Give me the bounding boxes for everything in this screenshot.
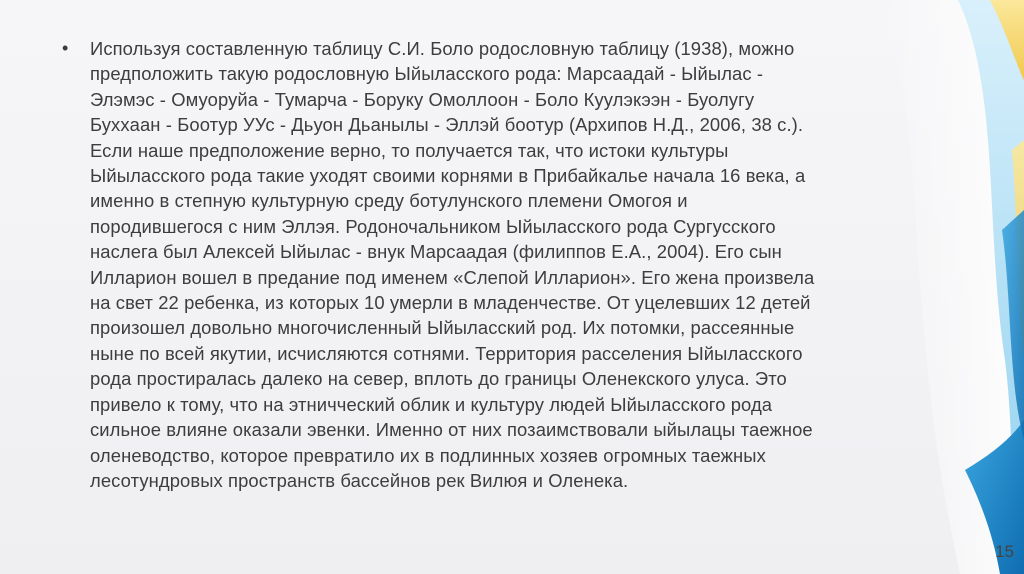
paragraph-line: породившегося с ним Эллэя. Родоночальником Ыйыласского рода Сургусского	[90, 215, 776, 237]
bullet-marker: •	[62, 38, 69, 58]
paragraph-line: предположить такую родословную Ыйыласского рода: Марсаадай - Ыйылас -	[90, 63, 764, 85]
paragraph-line: Элэмэс - Омуоруйа - Тумарча - Боруку Омоллоон - Боло Куулэкээн - Буолугу	[90, 88, 755, 110]
paragraph-line: сильное влияне оказали эвенки. Именно от них позаимствовали ыйылацы таежное	[90, 419, 813, 441]
paragraph-line: Используя составленную таблицу С.И. Боло родословную таблицу (1938), можно	[90, 38, 795, 59]
paragraph-line: рода простиралась далеко на север, вплоть до границы Оленекского улуса. Это	[90, 368, 787, 390]
bullet-item	[62, 36, 942, 493]
paragraph-line: Ыйыласского рода такие уходят своими корнями в Прибайкалье начала 16 века, а	[90, 165, 806, 187]
paragraph-line: ныне по всей якутии, исчисляются сотнями. Территория расселения Ыйыласского	[90, 342, 803, 364]
paragraph-line: именно в степную культурную среду ботулунского племени Омогоя и	[90, 190, 688, 212]
paragraph-line: произошел довольно многочисленный Ыйыласский род. Их потомки, рассеянные	[90, 317, 795, 339]
paragraph-line: Бухxаан - Боотур УУс - Дьуон Дьанылы - Эллэй боотур (Архипов Н.Д., 2006, 38 с.).	[90, 114, 804, 136]
paragraph-line: лесотундровых пространств бассейнов рек Вилюя и Оленека.	[90, 469, 629, 491]
paragraph-line: наслега был Алексей Ыйылас - внук Марсаадая (филиппов Е.А., 2004). Его сын	[90, 241, 782, 263]
paragraph	[90, 36, 940, 493]
paragraph-line: на свет 22 ребенка, из которых 10 умерли в младенчестве. От уцелевших 12 детей	[90, 292, 811, 314]
paragraph-line: Илларион вошел в предание под именем «Слепой Илларион». Его жена произвела	[90, 266, 815, 288]
paragraph-line: Если наше предположение верно, то получается так, что истоки культуры	[90, 139, 729, 161]
paragraph-line: оленеводство, которое превратило их в подлинных хозяев огромных таежных	[90, 444, 766, 466]
paragraph-line: привело к тому, что на этничческий облик и культуру людей Ыйыласского рода	[90, 393, 773, 415]
text-block	[62, 36, 942, 493]
page-number: 15	[995, 542, 1014, 561]
